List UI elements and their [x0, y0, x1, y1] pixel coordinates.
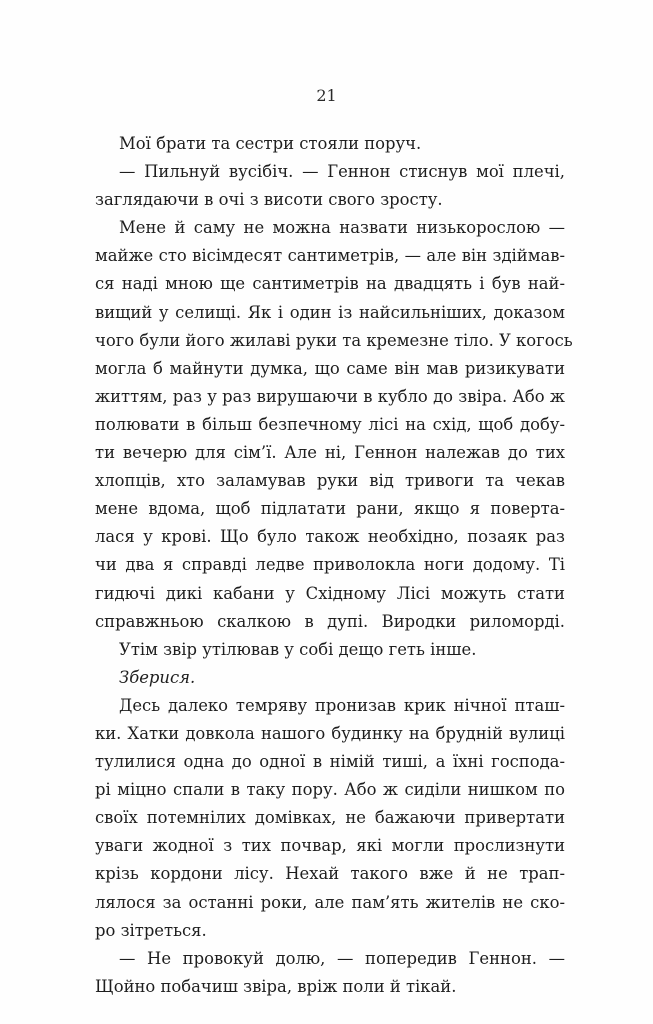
text-line: життям, раз у раз вирушаючи в кубло до звіра. Або ж — [95, 386, 565, 406]
text-line: майже сто вісімдесят сантиметрів, — але він здіймав- — [95, 246, 565, 266]
text-line: Щойно побачиш звіра, вріж поли й тікай. — [95, 976, 457, 996]
text-line: тулилися одна до одної в німій тиші, а їхні господа- — [95, 752, 565, 772]
text-line: рі міцно спали в таку пору. Або ж сиділи нишком по — [95, 780, 565, 800]
text-line: крізь кордони лісу. Нехай такого вже й не трап- — [95, 864, 565, 884]
text-line: чого були його жилаві руки та кремезне тіло. У когось — [95, 330, 573, 350]
page-number: 21 — [316, 86, 337, 105]
text-line: мене вдома, щоб підлатати рани, якщо я поверта- — [95, 499, 565, 519]
text-line: ки. Хатки довкола нашого будинку на брудній вулиці — [95, 723, 565, 743]
text-line: ро зітреться. — [95, 920, 207, 940]
text-line: вищий у селищі. Як і один із найсильніших, доказом — [95, 302, 565, 322]
text-line: могла б майнути думка, що саме він мав ризикувати — [95, 358, 565, 378]
text-line: Зберися. — [119, 667, 196, 687]
text-line: гидючі дикі кабани у Східному Лісі можуть стати — [95, 583, 565, 603]
text-line: уваги жодної з тих почвар, які могли прослизнути — [95, 836, 565, 856]
text-line: полювати в більш безпечному лісі на схід, щоб добу- — [95, 414, 565, 434]
text-line: лася у крові. Що було також необхідно, позаяк раз — [95, 527, 565, 547]
text-line: заглядаючи в очі з висоти свого зросту. — [95, 190, 443, 210]
body-text — [95, 130, 573, 1001]
text-line: ся наді мною ще сантиметрів на двадцять і був най- — [95, 274, 565, 294]
text-line: ти вечерю для сім’ї. Але ні, Геннон належав до тих — [95, 443, 565, 463]
text-line: хлопців, хто заламував руки від тривоги та чекав — [95, 471, 565, 491]
text-line: своїх потемнілих домівках, не бажаючи привертати — [95, 808, 565, 828]
text-line: справжньою скалкою в дупі. Виродки риломорді. — [95, 611, 565, 631]
text-line: — Не провокуй долю, — попередив Геннон. — — [119, 948, 565, 968]
text-line: лялося за останні роки, але пам’ять жителів не ско- — [95, 892, 565, 912]
text-line: Мене й саму не можна назвати низькорослою — — [119, 218, 565, 238]
text-line: чи два я справді ледве приволокла ноги додому. Ті — [95, 555, 565, 575]
text-line: Десь далеко темряву пронизав крик нічної пташ- — [119, 695, 565, 715]
text-line: — Пильнуй вусібіч. — Геннон стиснув мої плечі, — [119, 162, 565, 182]
text-line: Мої брати та сестри стояли поруч. — [119, 134, 422, 153]
text-line: Утім звір утілював у собі дещо геть інше. — [119, 639, 477, 659]
